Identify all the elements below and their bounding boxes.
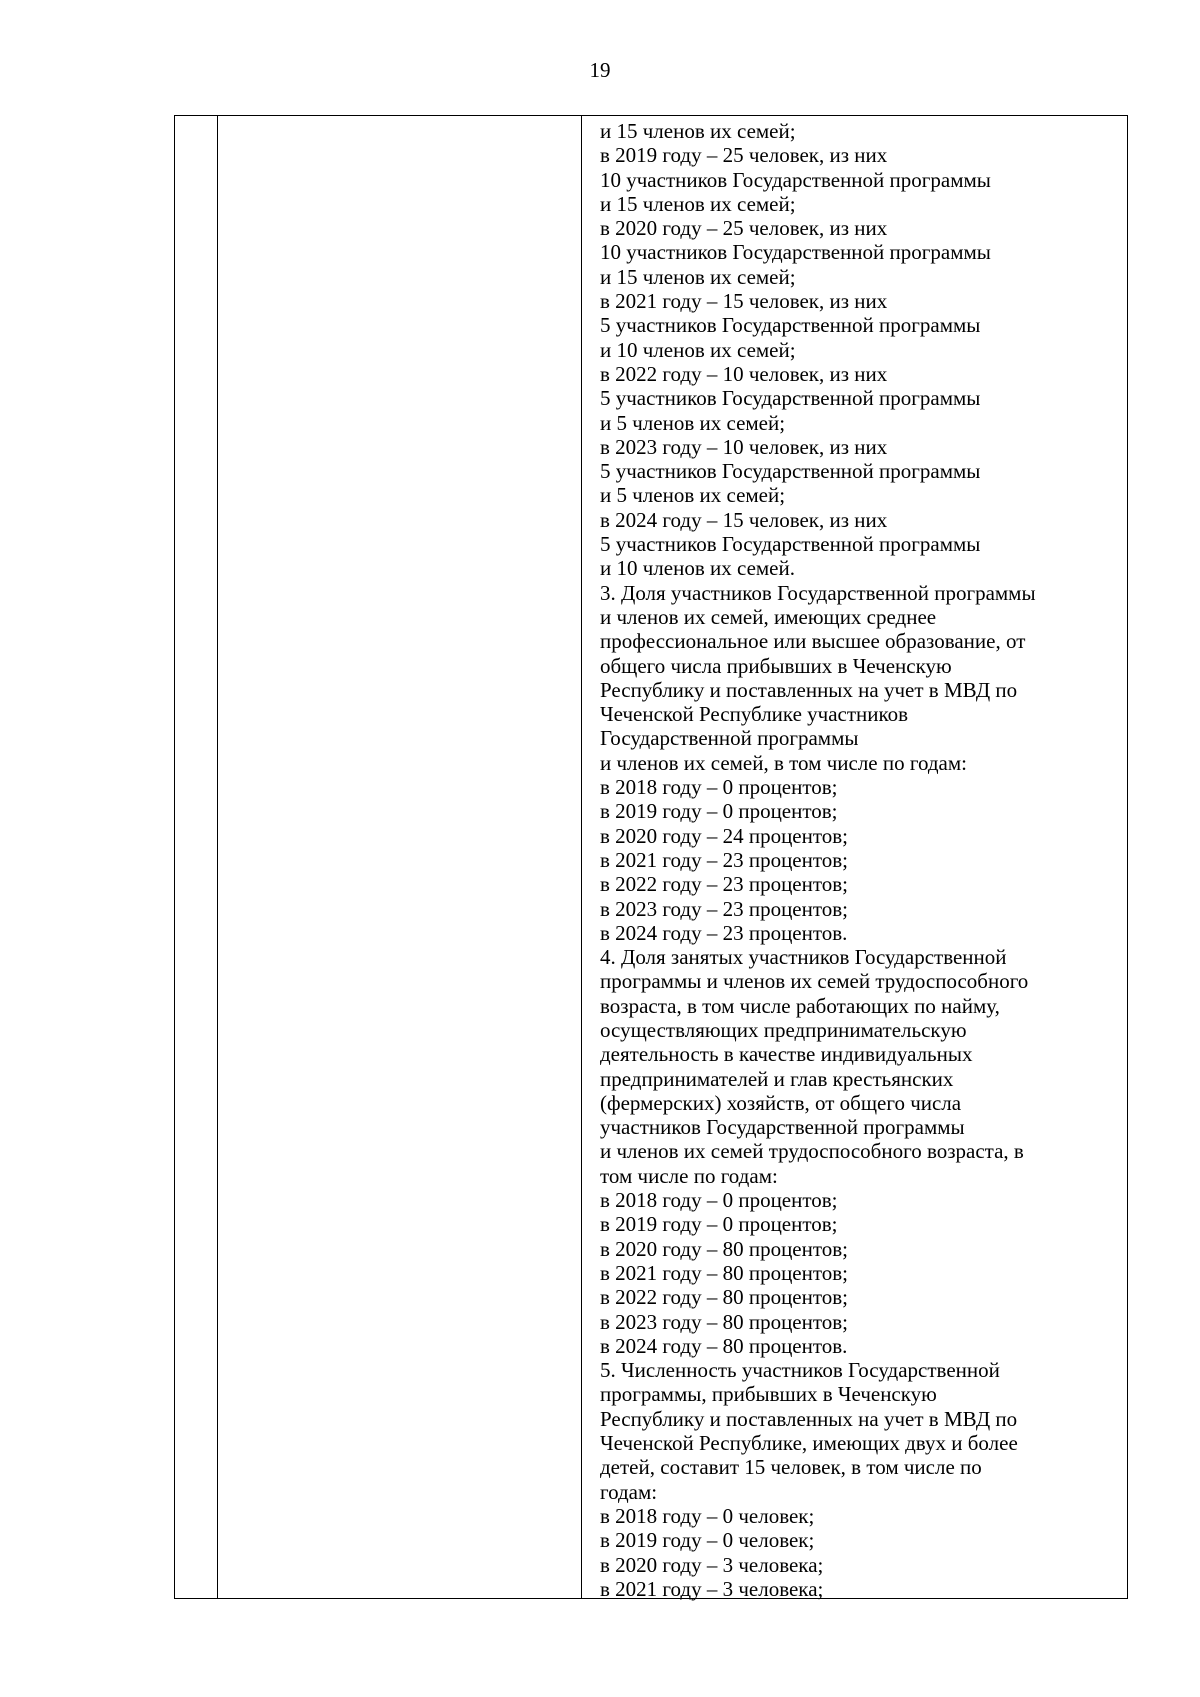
text-line: и 15 членов их семей; bbox=[600, 119, 796, 143]
text-line: в 2023 году – 80 процентов; bbox=[600, 1309, 849, 1334]
text-line: в 2021 году – 80 процентов; bbox=[600, 1260, 849, 1285]
table-cell-third-column bbox=[600, 119, 1115, 1601]
text-line: возраста, в том числе работающих по найму, bbox=[600, 993, 1000, 1018]
column-divider-1 bbox=[217, 116, 218, 1598]
text-line: 10 участников Государственной программы bbox=[600, 240, 991, 265]
text-line: в 2020 году – 24 процентов; bbox=[600, 823, 849, 848]
text-line: том числе по годам: bbox=[600, 1163, 778, 1188]
text-line: 5 участников Государственной программы bbox=[600, 459, 981, 484]
text-line: и членов их семей трудоспособного возраста, в bbox=[600, 1139, 1024, 1164]
text-line: и 5 членов их семей; bbox=[600, 410, 786, 435]
text-line: и 5 членов их семей; bbox=[600, 483, 786, 508]
text-line: в 2019 году – 0 процентов; bbox=[600, 799, 838, 824]
text-line: 3. Доля участников Государственной программы bbox=[600, 580, 1036, 605]
text-line: детей, составит 15 человек, в том числе по bbox=[600, 1455, 982, 1480]
text-line: и 10 членов их семей; bbox=[600, 337, 796, 362]
text-line: в 2020 году – 25 человек, из них bbox=[600, 216, 888, 241]
text-line: 4. Доля занятых участников Государственной bbox=[600, 945, 1007, 970]
text-line: программы и членов их семей трудоспособного bbox=[600, 969, 1029, 994]
text-line: и 10 членов их семей. bbox=[600, 556, 795, 581]
text-line: в 2018 году – 0 процентов; bbox=[600, 1188, 838, 1213]
text-line: 5 участников Государственной программы bbox=[600, 386, 981, 411]
text-line: в 2019 году – 0 человек; bbox=[600, 1528, 815, 1553]
text-line: и 15 членов их семей; bbox=[600, 191, 796, 216]
document-table bbox=[174, 115, 1128, 1599]
text-line: Чеченской Республике участников bbox=[600, 702, 909, 727]
page-number: 19 bbox=[589, 58, 611, 82]
text-line: в 2021 году – 23 процентов; bbox=[600, 847, 849, 872]
text-line: в 2019 году – 25 человек, из них bbox=[600, 143, 888, 168]
text-line: Чеченской Республике, имеющих двух и более bbox=[600, 1431, 1018, 1456]
text-line: осуществляющих предпринимательскую bbox=[600, 1017, 967, 1042]
text-line: в 2022 году – 23 процентов; bbox=[600, 872, 849, 897]
text-line: участников Государственной программы bbox=[600, 1115, 965, 1140]
text-line: (фермерских) хозяйств, от общего числа bbox=[600, 1090, 962, 1115]
text-line: в 2022 году – 80 процентов; bbox=[600, 1285, 849, 1310]
text-line: в 2023 году – 10 человек, из них bbox=[600, 434, 888, 459]
column-divider-2 bbox=[581, 116, 582, 1598]
text-line: в 2024 году – 80 процентов. bbox=[600, 1333, 848, 1358]
text-line: Республику и поставленных на учет в МВД по bbox=[600, 677, 1018, 702]
text-line: в 2020 году – 80 процентов; bbox=[600, 1236, 849, 1261]
text-line: в 2024 году – 15 человек, из них bbox=[600, 507, 888, 532]
text-line: 10 участников Государственной программы bbox=[600, 167, 991, 192]
text-line: в 2019 году – 0 процентов; bbox=[600, 1212, 838, 1237]
text-line: программы, прибывших в Чеченскую bbox=[600, 1382, 937, 1407]
text-line: Государственной программы bbox=[600, 726, 859, 751]
text-line: в 2018 году – 0 процентов; bbox=[600, 775, 838, 800]
text-line: профессиональное или высшее образование, от bbox=[600, 629, 1026, 654]
text-line: в 2020 году – 3 человека; bbox=[600, 1552, 824, 1577]
text-line: в 2018 году – 0 человек; bbox=[600, 1503, 815, 1528]
text-line: годам: bbox=[600, 1479, 658, 1504]
text-line: общего числа прибывших в Чеченскую bbox=[600, 653, 952, 678]
text-line: предпринимателей и глав крестьянских bbox=[600, 1066, 954, 1091]
text-line: 5 участников Государственной программы bbox=[600, 313, 981, 338]
text-line: в 2022 году – 10 человек, из них bbox=[600, 361, 888, 386]
text-line: в 2021 году – 15 человек, из них bbox=[600, 289, 888, 314]
text-line: 5 участников Государственной программы bbox=[600, 532, 981, 557]
text-line: деятельность в качестве индивидуальных bbox=[600, 1042, 973, 1067]
text-line: в 2024 году – 23 процентов. bbox=[600, 920, 848, 945]
text-line: 5. Численность участников Государственной bbox=[600, 1358, 1000, 1383]
text-line: и 15 членов их семей; bbox=[600, 264, 796, 289]
text-line: и членов их семей, в том числе по годам: bbox=[600, 750, 967, 775]
text-line: в 2023 году – 23 процентов; bbox=[600, 896, 849, 921]
text-line: Республику и поставленных на учет в МВД по bbox=[600, 1406, 1018, 1431]
text-line: в 2021 году – 3 человека; bbox=[600, 1576, 824, 1601]
text-line: и членов их семей, имеющих среднее bbox=[600, 604, 937, 629]
